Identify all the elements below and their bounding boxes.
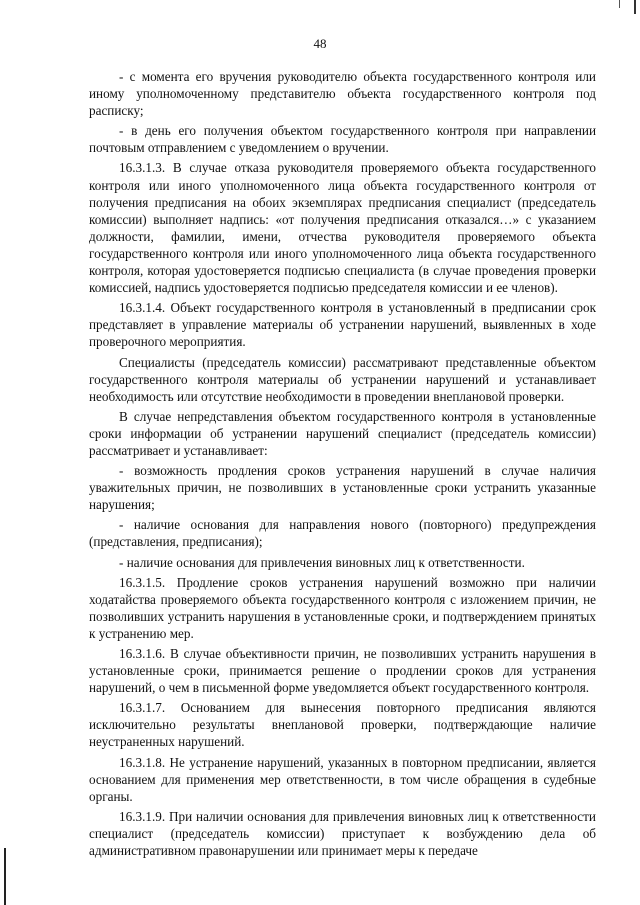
paragraph: 16.3.1.9. При наличии основания для привлечения виновных лиц к ответственности специалист (председатель комиссии) приступает к возбуждению дела об административном правонарушении или принимает меры к передаче xyxy=(89,808,596,859)
paragraph: - наличие основания для привлечения виновных лиц к ответственности. xyxy=(119,554,525,570)
scan-edge-mark xyxy=(619,0,620,8)
paragraph: 16.3.1.5. Продление сроков устранения нарушений возможно при наличии ходатайства проверяемого объекта государственного контроля с изложением причин, не позволивших устранить нарушения в установленные сроки, и подтверждением принятых к устранению мер. xyxy=(89,574,596,641)
scan-edge-mark xyxy=(634,0,636,14)
paragraph: - наличие основания для направления нового (повторного) предупреждения (представления, предписания); xyxy=(89,517,596,550)
paragraph: - с момента его вручения руководителю объекта государственного контроля или иному уполномоченному представителю объекта государственного контроля под расписку; xyxy=(89,69,596,119)
scan-edge-mark xyxy=(4,848,6,905)
paragraph: Специалисты (председатель комиссии) рассматривают представленные объектом государственного контроля материалы об устранении нарушений и устанавливает необходимость или отсутствие необходимости в проведении внеплановой проверки. xyxy=(89,354,596,404)
paragraph: 16.3.1.3. В случае отказа руководителя проверяемого объекта государственного контроля или иного уполномоченного лица объекта государственного контроля от получения предписания на обоих экземплярах предписания специалист (председатель комиссии) выполняет надпись: «от получения предписания отказался…» с указанием должности, фамилии, имени, отчества руководителя проверяемого объекта государственного контроля или иного уполномоченного лица объекта государственного контроля, которая удостоверяется подписью специалиста (в случае проведения проверки комиссией, надпись удостоверяется подписью председателя комиссии и ее членов). xyxy=(89,160,596,296)
document-body xyxy=(89,68,596,862)
paragraph: 16.3.1.7. Основанием для вынесения повторного предписания являются исключительно результаты внеплановой проверки, подтверждающие наличие неустраненных нарушений. xyxy=(89,700,596,750)
paragraph: - в день его получения объектом государственного контроля при направлении почтовым отправлением с уведомлением о вручении. xyxy=(89,123,596,156)
paragraph: 16.3.1.6. В случае объективности причин, не позволивших устранить нарушения в установленные сроки, принимается решение о продлении сроков для устранения нарушений, о чем в письменной форме уведомляется объект государственного контроля. xyxy=(89,646,596,696)
paragraph: - возможность продления сроков устранения нарушений в случае наличия уважительных причин, не позволивших в установленные сроки устранить указанные нарушения; xyxy=(89,463,596,513)
paragraph: 16.3.1.8. Не устранение нарушений, указанных в повторном предписании, является основанием для применения мер ответственности, в том числе обращения в судебные органы. xyxy=(89,754,596,804)
page-number: 48 xyxy=(313,36,327,51)
paragraph: В случае непредставления объектом государственного контроля в установленные сроки информации об устранении нарушений специалист (председатель комиссии) рассматривает и устанавливает: xyxy=(89,408,596,458)
paragraph: 16.3.1.4. Объект государственного контроля в установленный в предписании срок представляет в управление материалы об устранении нарушений, выявленных в ходе проверочного мероприятия. xyxy=(89,300,596,350)
